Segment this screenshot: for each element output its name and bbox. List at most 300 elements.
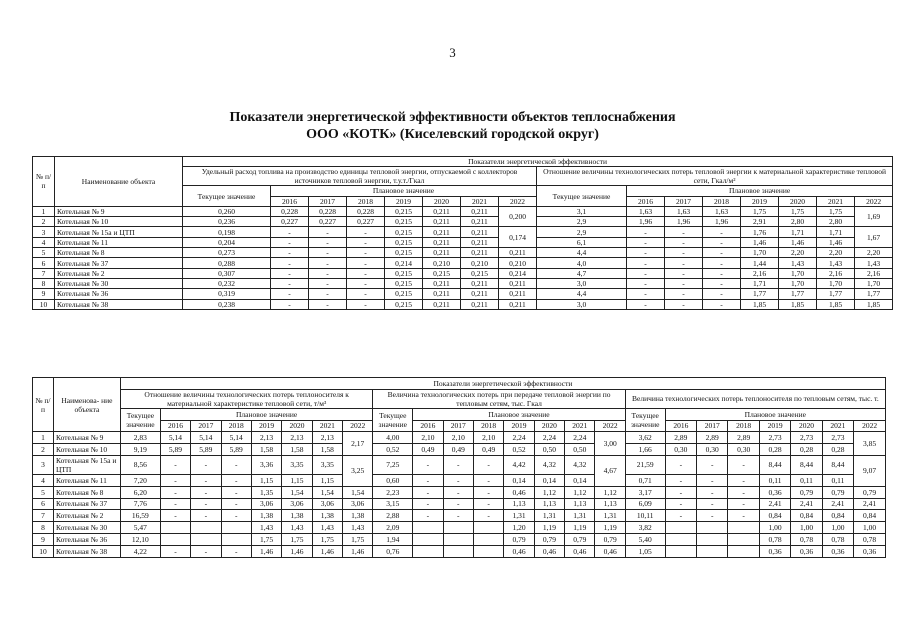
coolant-ratio-planned bbox=[191, 533, 221, 545]
header-year: 2018 bbox=[728, 420, 759, 432]
coolant-ratio-planned: 3,35 bbox=[282, 455, 312, 474]
coolant-ratio-planned: 1,15 bbox=[282, 474, 312, 486]
fuel-planned: 0,211 bbox=[461, 217, 499, 227]
header-year: 2022 bbox=[343, 420, 373, 432]
fuel-planned: 0,227 bbox=[271, 217, 309, 227]
coolant-ratio-planned: 1,58 bbox=[251, 444, 281, 456]
fuel-planned: 0,211 bbox=[499, 248, 537, 258]
loss-planned: 1,63 bbox=[703, 206, 741, 216]
coolant-loss-planned: 0,11 bbox=[759, 474, 790, 486]
fuel-planned: - bbox=[271, 268, 309, 278]
header-year: 2017 bbox=[191, 420, 221, 432]
coolant-ratio-planned bbox=[221, 533, 251, 545]
object-name: Котельная № 9 bbox=[55, 206, 183, 216]
header-coolant-ratio: Отношение величины технологических потерь теплоносителя к материальной характеристике тепловой сети, т/м³ bbox=[120, 389, 372, 408]
loss-planned: 1,70 bbox=[855, 278, 893, 288]
object-name: Котельная № 15а и ЦТП bbox=[53, 455, 120, 474]
header-planned-value: Плановое значение bbox=[627, 186, 893, 196]
loss-planned: 2,20 bbox=[855, 248, 893, 258]
loss-planned: 1,77 bbox=[779, 289, 817, 299]
coolant-ratio-planned: 1,35 bbox=[251, 486, 281, 498]
heat-loss-transfer-planned bbox=[413, 545, 443, 557]
header-object-name: Наименование объекта bbox=[55, 157, 183, 207]
heat-loss-transfer-current: 0,52 bbox=[373, 444, 413, 456]
coolant-loss-planned: 0,84 bbox=[854, 510, 886, 522]
heat-loss-transfer-current: 2,23 bbox=[373, 486, 413, 498]
coolant-ratio-current: 2,83 bbox=[120, 432, 160, 444]
heat-loss-transfer-planned: 1,13 bbox=[534, 498, 564, 510]
loss-planned: 1,85 bbox=[779, 299, 817, 309]
loss-planned: 1,63 bbox=[627, 206, 665, 216]
loss-current: 3,0 bbox=[537, 278, 627, 288]
heat-loss-transfer-planned: 0,49 bbox=[413, 444, 443, 456]
row-number: 10 bbox=[33, 299, 55, 309]
fuel-planned: 0,215 bbox=[385, 299, 423, 309]
loss-planned: 1,71 bbox=[741, 278, 779, 288]
loss-planned: 1,70 bbox=[741, 248, 779, 258]
coolant-ratio-planned: 1,15 bbox=[312, 474, 342, 486]
loss-planned: 1,46 bbox=[779, 237, 817, 247]
header-year: 2018 bbox=[347, 196, 385, 206]
loss-current: 6,1 bbox=[537, 237, 627, 247]
object-name: Котельная № 36 bbox=[53, 533, 120, 545]
fuel-planned: 0,211 bbox=[423, 299, 461, 309]
object-name: Котельная № 10 bbox=[55, 217, 183, 227]
coolant-loss-planned: - bbox=[728, 486, 759, 498]
loss-planned: - bbox=[665, 268, 703, 278]
fuel-current: 0,232 bbox=[183, 278, 271, 288]
coolant-loss-planned: 2,41 bbox=[791, 498, 822, 510]
coolant-loss-planned: 0,30 bbox=[697, 444, 728, 456]
coolant-ratio-planned: 1,54 bbox=[282, 486, 312, 498]
header-planned-value: Плановое значение bbox=[271, 186, 537, 196]
coolant-ratio-planned bbox=[160, 533, 190, 545]
coolant-loss-current: 10,11 bbox=[625, 510, 665, 522]
coolant-ratio-planned: 3,35 bbox=[312, 455, 342, 474]
table-row bbox=[33, 444, 886, 456]
loss-planned: 1,63 bbox=[665, 206, 703, 216]
heat-loss-transfer-planned: - bbox=[473, 510, 503, 522]
loss-planned: 1,43 bbox=[817, 258, 855, 268]
fuel-planned: 0,211 bbox=[461, 237, 499, 247]
table-row bbox=[33, 217, 893, 227]
coolant-loss-planned: 0,36 bbox=[759, 486, 790, 498]
fuel-planned: 0,215 bbox=[461, 268, 499, 278]
heat-loss-transfer-current: 2,88 bbox=[373, 510, 413, 522]
fuel-planned: 0,228 bbox=[271, 206, 309, 216]
coolant-ratio-planned bbox=[221, 522, 251, 534]
heat-loss-transfer-planned: 4,42 bbox=[504, 455, 534, 474]
heat-loss-transfer-planned: 0,49 bbox=[443, 444, 473, 456]
coolant-loss-planned: 2,73 bbox=[822, 432, 853, 444]
coolant-ratio-current: 5,47 bbox=[120, 522, 160, 534]
loss-planned: - bbox=[665, 289, 703, 299]
loss-planned: - bbox=[665, 258, 703, 268]
coolant-loss-planned bbox=[697, 522, 728, 534]
coolant-ratio-planned: - bbox=[191, 498, 221, 510]
fuel-planned: 0,215 bbox=[385, 289, 423, 299]
coolant-loss-planned: 0,78 bbox=[759, 533, 790, 545]
coolant-loss-current: 6,09 bbox=[625, 498, 665, 510]
coolant-ratio-planned: - bbox=[221, 474, 251, 486]
header-planned-value: Плановое значение bbox=[665, 408, 885, 420]
coolant-loss-table bbox=[32, 377, 886, 558]
fuel-planned: 0,210 bbox=[423, 258, 461, 268]
heat-loss-transfer-planned: 0,46 bbox=[534, 545, 564, 557]
row-number: 3 bbox=[33, 455, 54, 474]
coolant-ratio-current: 6,20 bbox=[120, 486, 160, 498]
fuel-planned: 0,215 bbox=[385, 227, 423, 237]
loss-planned-merged: 1,67 bbox=[855, 227, 893, 248]
table-row bbox=[33, 248, 893, 258]
heat-loss-transfer-planned: 2,10 bbox=[443, 432, 473, 444]
row-number: 7 bbox=[33, 268, 55, 278]
coolant-loss-planned: - bbox=[697, 486, 728, 498]
fuel-planned: 0,227 bbox=[347, 217, 385, 227]
header-object-name: Наименова- ние объекта bbox=[53, 378, 120, 432]
header-year: 2022 bbox=[854, 420, 886, 432]
heat-loss-transfer-planned bbox=[443, 533, 473, 545]
coolant-loss-planned: 0,36 bbox=[791, 545, 822, 557]
row-number: 6 bbox=[33, 258, 55, 268]
fuel-planned: 0,211 bbox=[423, 206, 461, 216]
coolant-ratio-planned: - bbox=[160, 510, 190, 522]
coolant-loss-planned: 8,44 bbox=[791, 455, 822, 474]
fuel-planned: 0,211 bbox=[461, 289, 499, 299]
coolant-ratio-planned: - bbox=[191, 474, 221, 486]
coolant-ratio-planned: - bbox=[191, 545, 221, 557]
heat-loss-transfer-current: 1,94 bbox=[373, 533, 413, 545]
object-name: Котельная № 10 bbox=[53, 444, 120, 456]
coolant-loss-planned: - bbox=[728, 455, 759, 474]
loss-planned: 1,70 bbox=[817, 278, 855, 288]
loss-planned: 2,20 bbox=[779, 248, 817, 258]
heat-loss-transfer-planned: 1,19 bbox=[565, 522, 595, 534]
fuel-planned: - bbox=[271, 289, 309, 299]
heat-loss-transfer-planned: 1,13 bbox=[504, 498, 534, 510]
heat-loss-transfer-planned: 0,79 bbox=[534, 533, 564, 545]
coolant-ratio-planned: 1,58 bbox=[282, 444, 312, 456]
loss-planned: - bbox=[703, 258, 741, 268]
fuel-planned: - bbox=[271, 299, 309, 309]
fuel-planned: 0,211 bbox=[461, 206, 499, 216]
coolant-loss-planned: 2,89 bbox=[697, 432, 728, 444]
header-row bbox=[33, 420, 886, 432]
loss-planned: - bbox=[703, 289, 741, 299]
fuel-planned: - bbox=[309, 289, 347, 299]
coolant-loss-planned bbox=[665, 533, 696, 545]
coolant-loss-planned: 2,89 bbox=[665, 432, 696, 444]
coolant-ratio-planned: - bbox=[191, 486, 221, 498]
loss-planned: 2,80 bbox=[817, 217, 855, 227]
coolant-loss-current: 3,17 bbox=[625, 486, 665, 498]
coolant-ratio-planned: 5,89 bbox=[160, 444, 190, 456]
loss-planned: 1,46 bbox=[817, 237, 855, 247]
fuel-planned: - bbox=[271, 248, 309, 258]
loss-planned: - bbox=[627, 237, 665, 247]
loss-planned: 2,16 bbox=[741, 268, 779, 278]
coolant-ratio-planned: 1,43 bbox=[251, 522, 281, 534]
loss-planned: - bbox=[665, 299, 703, 309]
header-year: 2018 bbox=[473, 420, 503, 432]
header-row bbox=[33, 157, 893, 167]
header-year: 2020 bbox=[534, 420, 564, 432]
header-current-value: Текущее значение bbox=[183, 186, 271, 207]
fuel-current: 0,238 bbox=[183, 299, 271, 309]
coolant-ratio-planned: 1,75 bbox=[343, 533, 373, 545]
loss-planned: - bbox=[627, 268, 665, 278]
fuel-planned: 0,211 bbox=[461, 227, 499, 237]
row-number: 4 bbox=[33, 474, 54, 486]
header-year: 2020 bbox=[791, 420, 822, 432]
loss-planned: - bbox=[703, 227, 741, 237]
table-row bbox=[33, 278, 893, 288]
coolant-loss-planned: 0,78 bbox=[854, 533, 886, 545]
coolant-ratio-planned: - bbox=[191, 510, 221, 522]
coolant-loss-planned: 2,41 bbox=[759, 498, 790, 510]
loss-planned: 2,20 bbox=[817, 248, 855, 258]
fuel-planned: - bbox=[309, 258, 347, 268]
header-year: 2017 bbox=[443, 420, 473, 432]
coolant-loss-planned: - bbox=[665, 474, 696, 486]
heat-loss-transfer-planned: 4,32 bbox=[565, 455, 595, 474]
coolant-loss-planned: 0,84 bbox=[791, 510, 822, 522]
heat-loss-transfer-planned: - bbox=[443, 510, 473, 522]
header-current-value: Текущее значение bbox=[537, 186, 627, 207]
coolant-ratio-planned: 1,38 bbox=[312, 510, 342, 522]
header-year: 2018 bbox=[221, 420, 251, 432]
heat-loss-transfer-planned: 1,19 bbox=[534, 522, 564, 534]
loss-planned: 1,71 bbox=[779, 227, 817, 237]
object-name: Котельная № 9 bbox=[53, 432, 120, 444]
coolant-loss-planned: - bbox=[665, 498, 696, 510]
loss-current: 4,4 bbox=[537, 289, 627, 299]
coolant-ratio-planned: - bbox=[160, 474, 190, 486]
header-year: 2021 bbox=[312, 420, 342, 432]
coolant-loss-planned: 1,00 bbox=[854, 522, 886, 534]
header-year: 2017 bbox=[309, 196, 347, 206]
coolant-ratio-planned: - bbox=[160, 486, 190, 498]
header-planned-value: Плановое значение bbox=[413, 408, 626, 420]
heat-loss-transfer-planned: - bbox=[473, 455, 503, 474]
header-heat-loss-ratio: Отношение величины технологических потерь тепловой энергии к материальной характеристике тепловой сети, Гкал/м² bbox=[537, 167, 893, 186]
row-number: 9 bbox=[33, 289, 55, 299]
loss-planned: 1,77 bbox=[741, 289, 779, 299]
coolant-ratio-planned: 3,06 bbox=[312, 498, 342, 510]
coolant-ratio-planned: 2,13 bbox=[251, 432, 281, 444]
object-name: Котельная № 37 bbox=[53, 498, 120, 510]
coolant-ratio-planned: 1,38 bbox=[343, 510, 373, 522]
coolant-loss-planned: 0,79 bbox=[822, 486, 853, 498]
coolant-ratio-planned: 1,43 bbox=[282, 522, 312, 534]
fuel-planned: 0,211 bbox=[499, 289, 537, 299]
coolant-ratio-planned bbox=[191, 522, 221, 534]
loss-planned: - bbox=[665, 237, 703, 247]
header-year: 2019 bbox=[759, 420, 790, 432]
coolant-ratio-planned: 3,06 bbox=[251, 498, 281, 510]
coolant-loss-planned: 0,36 bbox=[759, 545, 790, 557]
fuel-planned: 0,215 bbox=[385, 206, 423, 216]
coolant-loss-planned bbox=[665, 545, 696, 557]
fuel-planned: - bbox=[347, 268, 385, 278]
heat-loss-transfer-planned: 4,32 bbox=[534, 455, 564, 474]
coolant-ratio-planned: 1,43 bbox=[312, 522, 342, 534]
table-row bbox=[33, 522, 886, 534]
header-year: 2017 bbox=[665, 196, 703, 206]
heat-loss-transfer-planned bbox=[443, 545, 473, 557]
header-year: 2019 bbox=[741, 196, 779, 206]
row-number: 3 bbox=[33, 227, 55, 237]
loss-planned: - bbox=[627, 227, 665, 237]
fuel-planned: 0,211 bbox=[499, 299, 537, 309]
fuel-current: 0,288 bbox=[183, 258, 271, 268]
coolant-ratio-planned: 5,89 bbox=[221, 444, 251, 456]
heat-loss-transfer-planned: 0,46 bbox=[565, 545, 595, 557]
coolant-loss-planned: 2,89 bbox=[728, 432, 759, 444]
row-number: 6 bbox=[33, 498, 54, 510]
row-number: 1 bbox=[33, 432, 54, 444]
loss-current: 4,7 bbox=[537, 268, 627, 278]
heat-loss-transfer-planned bbox=[413, 533, 443, 545]
object-name: Котельная № 2 bbox=[53, 510, 120, 522]
coolant-ratio-planned: 3,06 bbox=[282, 498, 312, 510]
coolant-ratio-planned-merged: 2,17 bbox=[343, 432, 373, 456]
loss-current: 4,4 bbox=[537, 248, 627, 258]
coolant-loss-planned: - bbox=[697, 510, 728, 522]
object-name: Котельная № 2 bbox=[55, 268, 183, 278]
fuel-planned: 0,228 bbox=[347, 206, 385, 216]
fuel-planned: 0,215 bbox=[385, 278, 423, 288]
coolant-ratio-planned: - bbox=[160, 455, 190, 474]
loss-planned: 1,85 bbox=[817, 299, 855, 309]
coolant-ratio-planned: 1,46 bbox=[251, 545, 281, 557]
fuel-planned: - bbox=[271, 278, 309, 288]
coolant-ratio-current: 12,10 bbox=[120, 533, 160, 545]
loss-planned: 1,76 bbox=[741, 227, 779, 237]
header-planned-value: Плановое значение bbox=[160, 408, 373, 420]
heat-loss-transfer-planned: - bbox=[413, 498, 443, 510]
heat-loss-transfer-planned: - bbox=[443, 498, 473, 510]
table-row bbox=[33, 227, 893, 237]
fuel-current: 0,204 bbox=[183, 237, 271, 247]
heat-loss-transfer-planned: - bbox=[413, 455, 443, 474]
header-current-value: Текущее значение bbox=[373, 408, 413, 432]
table-row bbox=[33, 510, 886, 522]
loss-planned: 1,43 bbox=[855, 258, 893, 268]
heat-loss-transfer-planned: - bbox=[443, 455, 473, 474]
heat-loss-transfer-planned: 2,10 bbox=[413, 432, 443, 444]
fuel-current: 0,273 bbox=[183, 248, 271, 258]
header-year: 2021 bbox=[822, 420, 853, 432]
coolant-ratio-current: 7,76 bbox=[120, 498, 160, 510]
loss-current: 3,1 bbox=[537, 206, 627, 216]
heat-loss-transfer-planned: - bbox=[473, 486, 503, 498]
coolant-ratio-planned: 1,43 bbox=[343, 522, 373, 534]
heat-loss-transfer-planned: 1,19 bbox=[595, 522, 625, 534]
header-year: 2016 bbox=[627, 196, 665, 206]
heat-loss-transfer-planned: 2,24 bbox=[565, 432, 595, 444]
row-number: 9 bbox=[33, 533, 54, 545]
loss-planned: 1,75 bbox=[817, 206, 855, 216]
fuel-planned: 0,227 bbox=[309, 217, 347, 227]
table-row bbox=[33, 455, 886, 474]
heat-loss-transfer-planned: 0,46 bbox=[504, 486, 534, 498]
coolant-ratio-planned: 2,13 bbox=[312, 432, 342, 444]
table-row bbox=[33, 533, 886, 545]
coolant-ratio-planned: 5,89 bbox=[191, 444, 221, 456]
fuel-current: 0,319 bbox=[183, 289, 271, 299]
heat-loss-transfer-planned: 0,50 bbox=[534, 444, 564, 456]
header-year: 2016 bbox=[413, 420, 443, 432]
heat-loss-transfer-planned: 1,20 bbox=[504, 522, 534, 534]
fuel-planned: - bbox=[309, 237, 347, 247]
coolant-ratio-planned: - bbox=[221, 486, 251, 498]
coolant-loss-planned bbox=[728, 533, 759, 545]
loss-planned: - bbox=[703, 237, 741, 247]
coolant-loss-planned: 1,00 bbox=[759, 522, 790, 534]
heat-loss-transfer-planned: 0,14 bbox=[565, 474, 595, 486]
coolant-loss-planned: - bbox=[665, 510, 696, 522]
heat-loss-transfer-planned: 1,12 bbox=[565, 486, 595, 498]
coolant-loss-planned: - bbox=[697, 455, 728, 474]
coolant-ratio-planned: - bbox=[160, 498, 190, 510]
table-row bbox=[33, 289, 893, 299]
fuel-planned: 0,215 bbox=[385, 217, 423, 227]
row-number: 5 bbox=[33, 486, 54, 498]
coolant-loss-planned: 2,41 bbox=[822, 498, 853, 510]
row-number: 5 bbox=[33, 248, 55, 258]
header-year: 2022 bbox=[855, 196, 893, 206]
coolant-loss-planned bbox=[665, 522, 696, 534]
coolant-loss-planned: - bbox=[697, 498, 728, 510]
coolant-loss-planned: 2,73 bbox=[759, 432, 790, 444]
fuel-planned: 0,211 bbox=[461, 299, 499, 309]
coolant-ratio-planned: 5,14 bbox=[160, 432, 190, 444]
loss-planned: 1,46 bbox=[741, 237, 779, 247]
fuel-planned: 0,211 bbox=[423, 278, 461, 288]
fuel-planned: - bbox=[309, 299, 347, 309]
header-year: 2022 bbox=[499, 196, 537, 206]
coolant-loss-planned: 0,36 bbox=[822, 545, 853, 557]
header-year: 2020 bbox=[423, 196, 461, 206]
coolant-loss-planned: 1,00 bbox=[822, 522, 853, 534]
heat-loss-transfer-planned: 1,31 bbox=[565, 510, 595, 522]
fuel-planned: - bbox=[271, 258, 309, 268]
loss-planned: 1,44 bbox=[741, 258, 779, 268]
coolant-ratio-planned-merged: 3,25 bbox=[343, 455, 373, 486]
table-row bbox=[33, 474, 886, 486]
fuel-current: 0,307 bbox=[183, 268, 271, 278]
heat-loss-transfer-planned: 1,31 bbox=[595, 510, 625, 522]
coolant-ratio-planned: 1,75 bbox=[312, 533, 342, 545]
coolant-ratio-planned: - bbox=[221, 545, 251, 557]
heat-loss-transfer-planned: 0,50 bbox=[565, 444, 595, 456]
fuel-planned: 0,211 bbox=[423, 248, 461, 258]
loss-planned: - bbox=[703, 299, 741, 309]
coolant-ratio-planned: - bbox=[160, 545, 190, 557]
coolant-ratio-planned: 1,58 bbox=[312, 444, 342, 456]
coolant-loss-planned: 0,78 bbox=[791, 533, 822, 545]
header-number: № п/п bbox=[33, 378, 54, 432]
fuel-planned: - bbox=[271, 227, 309, 237]
heat-loss-transfer-planned-merged: 3,00 bbox=[595, 432, 625, 456]
loss-planned: 2,80 bbox=[779, 217, 817, 227]
header-year: 2019 bbox=[385, 196, 423, 206]
coolant-loss-planned bbox=[728, 545, 759, 557]
coolant-ratio-planned: - bbox=[221, 510, 251, 522]
loss-planned: - bbox=[627, 289, 665, 299]
object-name: Котельная № 11 bbox=[55, 237, 183, 247]
